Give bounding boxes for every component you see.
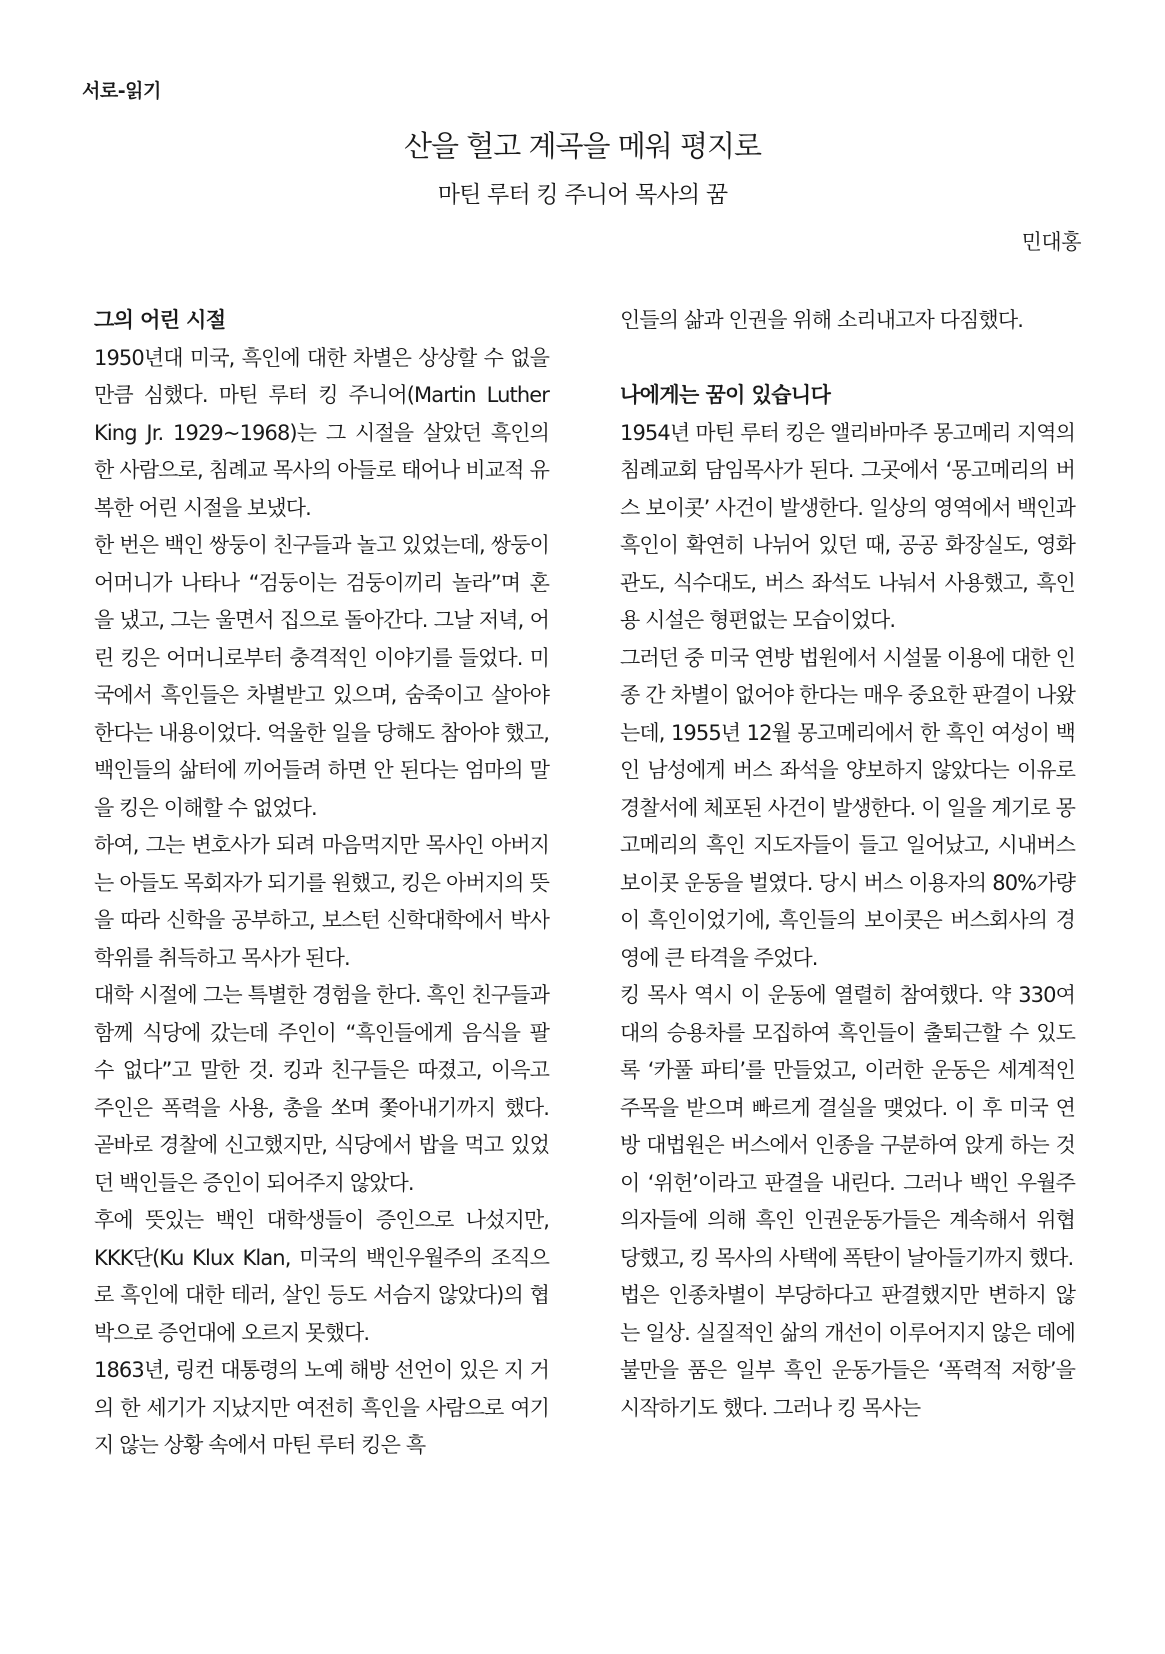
paragraph: 법은 인종차별이 부당하다고 판결했지만 변하지 않는 일상. 실질적인 삶의 개선이 이루어지지 않은 데에 불만을 품은 일부 흑인 운동가들은 ‘폭력적 저항’을 시작하기도 했다. 그러나 킹 목사는 (620, 1283, 1075, 1420)
paragraph: 1863년, 링컨 대통령의 노예 해방 선언이 있은 지 거의 한 세기가 지났지만 여전히 흑인을 사람으로 여기지 않는 상황 속에서 마틴 루터 킹은 흑 (94, 1358, 549, 1457)
section-label: 서로-읽기 (82, 80, 161, 102)
section-heading-dream: 나에게는 꿈이 있습니다 (620, 383, 831, 407)
paragraph-gap (620, 340, 1075, 378)
left-column (94, 302, 549, 1465)
paragraph: 대학 시절에 그는 특별한 경험을 한다. 흑인 친구들과 함께 식당에 갔는데 주인이 “흑인들에게 음식을 팔 수 없다”고 말한 것. 킹과 친구들은 따졌고, 이윽고 주인은 폭력을 사용, 총을 쏘며 쫓아내기까지 했다. 곧바로 경찰에 신고했지만, 식당에서 밥을 먹고 있었던 백인들은 증인이 되어주지 않았다. (94, 983, 549, 1195)
paragraph: 하여, 그는 변호사가 되려 마음먹지만 목사인 아버지는 아들도 목회자가 되기를 원했고, 킹은 아버지의 뜻을 따라 신학을 공부하고, 보스턴 신학대학에서 박사학위를 취득하고 목사가 된다. (94, 833, 549, 970)
paragraph-continuation: 인들의 삶과 인권을 위해 소리내고자 다짐했다. (620, 308, 1023, 332)
paragraph: 그러던 중 미국 연방 법원에서 시설물 이용에 대한 인종 간 차별이 없어야 한다는 매우 중요한 판결이 나왔는데, 1955년 12월 몽고메리에서 한 흑인 여성이 백인 남성에게 버스 좌석을 양보하지 않았다는 이유로 경찰서에 체포된 사건이 발생한다. 이 일을 계기로 몽고메리의 흑인 지도자들이 들고 일어났고, 시내버스 보이콧 운동을 벌였다. 당시 버스 이용자의 80%가량이 흑인이었기에, 흑인들의 보이콧은 버스회사의 경영에 큰 타격을 주었다. (620, 645, 1075, 970)
paragraph: 1950년대 미국, 흑인에 대한 차별은 상상할 수 없을 만큼 심했다. 마틴 루터 킹 주니어(Martin Luther King Jr. 1929~1968)는 그 시절을 살았던 흑인의 한 사람으로, 침례교 목사의 아들로 태어나 비교적 유복한 어린 시절을 보냈다. (94, 345, 549, 520)
right-column (620, 302, 1075, 1427)
article-subtitle: 마틴 루터 킹 주니어 목사의 꿈 (437, 182, 728, 208)
author-name: 민대홍 (1021, 230, 1081, 254)
article-title: 산을 헐고 계곡을 메워 평지로 (403, 129, 762, 163)
paragraph: 한 번은 백인 쌍둥이 친구들과 놀고 있었는데, 쌍둥이 어머니가 나타나 “검둥이는 검둥이끼리 놀라”며 혼을 냈고, 그는 울면서 집으로 돌아간다. 그날 저녁, 어린 킹은 어머니로부터 충격적인 이야기를 들었다. 미국에서 흑인들은 차별받고 있으며, 숨죽이고 살아야 한다는 내용이었다. 억울한 일을 당해도 참아야 했고, 백인들의 삶터에 끼어들려 하면 안 된다는 엄마의 말을 킹은 이해할 수 없었다. (94, 533, 549, 820)
paragraph: 후에 뜻있는 백인 대학생들이 증인으로 나섰지만, KKK단(Ku Klux Klan, 미국의 백인우월주의 조직으로 흑인에 대한 테러, 살인 등도 서슴지 않았다)의 협박으로 증언대에 오르지 못했다. (94, 1208, 549, 1345)
section-heading-childhood: 그의 어린 시절 (94, 308, 226, 332)
paragraph: 1954년 마틴 루터 킹은 앨리바마주 몽고메리 지역의 침례교회 담임목사가 된다. 그곳에서 ‘몽고메리의 버스 보이콧’ 사건이 발생한다. 일상의 영역에서 백인과 흑인이 확연히 나뉘어 있던 때, 공공 화장실도, 영화관도, 식수대도, 버스 좌석도 나눠서 사용했고, 흑인용 시설은 형편없는 모습이었다. (620, 420, 1075, 632)
paragraph: 킹 목사 역시 이 운동에 열렬히 참여했다. 약 330여 대의 승용차를 모집하여 흑인들이 출퇴근할 수 있도록 ‘카풀 파티’를 만들었고, 이러한 운동은 세계적인 주목을 받으며 빠르게 결실을 맺었다. 이 후 미국 연방 대법원은 버스에서 인종을 구분하여 앉게 하는 것이 ‘위헌’이라고 판결을 내린다. 그러나 백인 우월주의자들에 의해 흑인 인권운동가들은 계속해서 위협당했고, 킹 목사의 사택에 폭탄이 날아들기까지 했다. (620, 983, 1075, 1270)
